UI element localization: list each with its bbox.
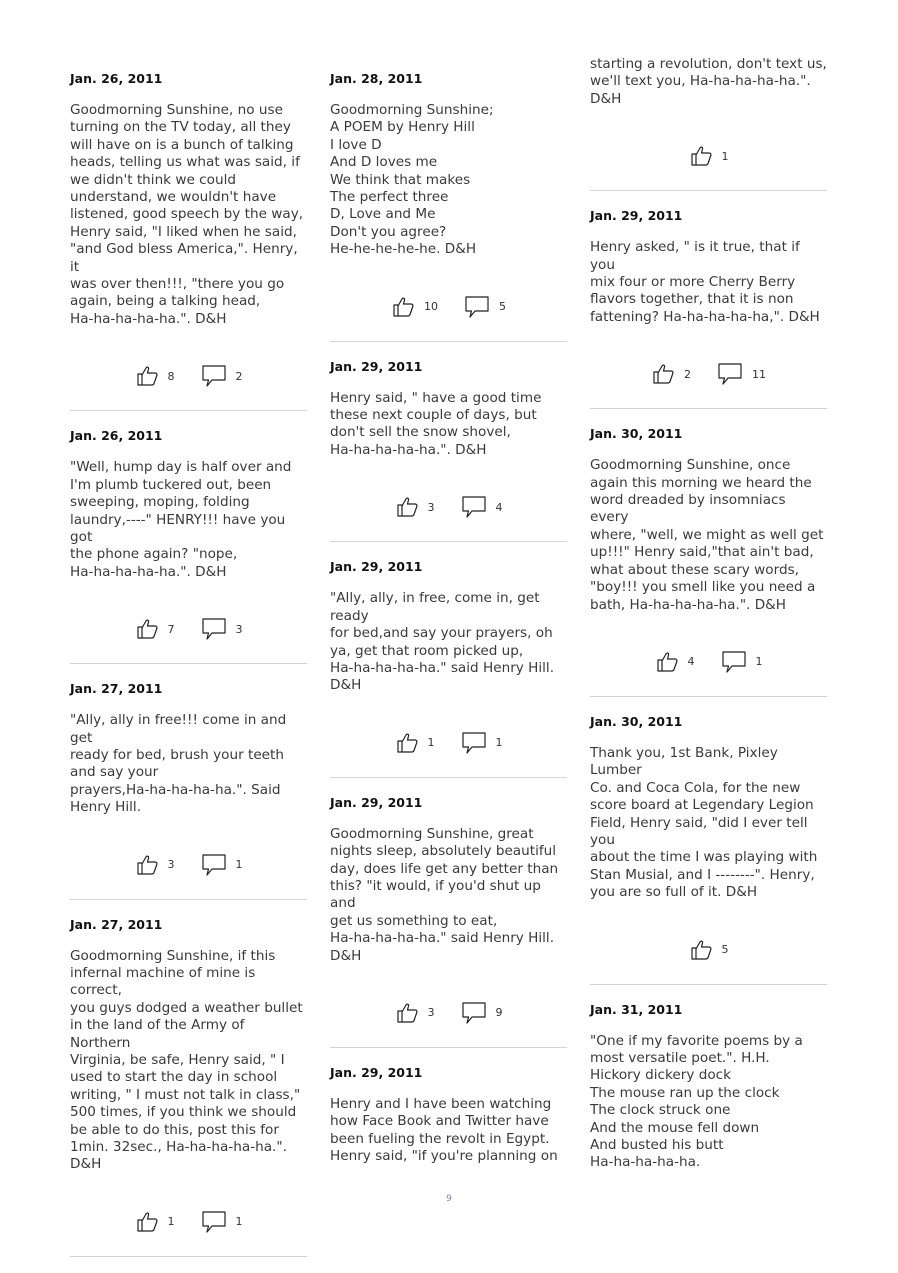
like-button[interactable] <box>395 496 435 518</box>
post <box>590 207 827 409</box>
comment-button[interactable] <box>461 495 503 519</box>
post-text: Goodmorning Sunshine, once again this morning we heard the word dreaded by insomniacs every where, "well, we might as well get up!!!" Henry said,"that ain't bad, what about these scary words, "boy!!! you smell like you need a bath, Ha-ha-ha-ha-ha.". D&H <box>590 457 824 613</box>
thumbs-up-icon <box>135 1211 159 1233</box>
comment-button[interactable] <box>717 362 766 386</box>
post <box>330 70 567 342</box>
post-text: Thank you, 1st Bank, Pixley Lumber Co. and Coca Cola, for the new score board at Legendary Legion Field, Henry said, "did I ever tell you about the time I was playing with Stan Musial, and I --------". Henry, you are so full of it. D&H <box>590 744 818 901</box>
comment-count: 1 <box>495 736 503 750</box>
post-date: Jan. 27, 2011 <box>70 916 163 932</box>
post-date: Jan. 29, 2011 <box>330 794 423 810</box>
comment-button[interactable] <box>201 617 243 641</box>
post-text: Goodmorning Sunshine; A POEM by Henry Hill I love D And D loves me We think that makes The perfect three D, Love and Me Don't you agree? He-he-he-he-he. D&H <box>330 102 494 258</box>
post-text: "One if my favorite poems by a most versatile poet.". H.H. Hickory dickery dock The mouse ran up the clock The clock struck one And the mouse fell down And busted his butt Ha-ha-ha-ha-ha. <box>590 1032 803 1171</box>
comment-count: 11 <box>752 367 766 381</box>
post-actions <box>70 615 307 643</box>
post-date: Jan. 26, 2011 <box>70 428 163 444</box>
like-button[interactable] <box>689 145 729 167</box>
post <box>330 794 567 1048</box>
post-text: "Ally, ally in free!!! come in and get ready for bed, brush your teeth and say your prayers,Ha-ha-ha-ha-ha.". Said Henry Hill. <box>70 712 287 816</box>
post-text: "Well, hump day is half over and I'm plumb tuckered out, been sweeping, moping, folding laundry,----" HENRY!!! have you got the phone again? "nope, Ha-ha-ha-ha-ha.". D&H <box>70 459 292 580</box>
column-3 <box>590 56 827 1188</box>
like-button[interactable] <box>135 365 175 387</box>
comment-bubble-icon <box>201 1210 227 1234</box>
thumbs-up-icon <box>391 296 415 318</box>
like-button[interactable] <box>135 1211 175 1233</box>
comment-bubble-icon <box>201 853 227 877</box>
post-actions <box>330 729 567 757</box>
thumbs-up-icon <box>689 145 713 167</box>
post-date: Jan. 31, 2011 <box>590 1001 683 1017</box>
post <box>70 427 307 664</box>
like-count: 5 <box>721 943 729 957</box>
comment-count: 9 <box>495 1006 503 1020</box>
post <box>590 1001 827 1172</box>
post-actions <box>590 142 827 170</box>
post <box>70 70 307 411</box>
post-text: "Ally, ally, in free, come in, get ready for bed,and say your prayers, oh ya, get that room picked up, Ha-ha-ha-ha-ha." said Henry Hill. D&H <box>330 590 555 694</box>
like-count: 2 <box>684 367 691 381</box>
comment-count: 2 <box>235 369 243 383</box>
post-date: Jan. 29, 2011 <box>330 358 423 374</box>
comment-bubble-icon <box>201 617 227 641</box>
like-count: 10 <box>424 300 438 314</box>
post-text: starting a revolution, don't text us, we'll text you, Ha-ha-ha-ha-ha.". D&H <box>590 56 827 107</box>
post-date: Jan. 26, 2011 <box>70 71 163 86</box>
post <box>590 713 827 985</box>
post-text: Henry said, " have a good time these next couple of days, but don't sell the snow shovel, Ha-ha-ha-ha-ha.". D&H <box>330 389 542 458</box>
like-count: 8 <box>167 369 175 383</box>
comment-count: 1 <box>755 655 763 669</box>
thumbs-up-icon <box>655 651 679 673</box>
like-button[interactable] <box>135 854 175 876</box>
post-date: Jan. 29, 2011 <box>590 208 683 224</box>
post <box>590 425 827 697</box>
post-date: Jan. 30, 2011 <box>590 426 683 442</box>
post-text: Henry asked, " is it true, that if you mix four or more Cherry Berry flavors together, that it is non fattening? Ha-ha-ha-ha-ha,". D&H <box>590 239 820 325</box>
comment-bubble-icon <box>721 650 747 674</box>
comment-count: 1 <box>235 1215 243 1229</box>
comment-button[interactable] <box>461 1001 503 1025</box>
comment-button[interactable] <box>201 1210 243 1234</box>
comment-bubble-icon <box>461 731 487 755</box>
post-actions <box>590 648 827 676</box>
post-actions <box>590 360 827 388</box>
like-button[interactable] <box>655 651 695 673</box>
like-count: 3 <box>427 1006 435 1020</box>
comment-button[interactable] <box>464 295 506 319</box>
post-date: Jan. 27, 2011 <box>70 681 163 697</box>
like-count: 1 <box>721 149 729 163</box>
post-date: Jan. 28, 2011 <box>330 71 423 86</box>
thumbs-up-icon <box>135 854 159 876</box>
thumbs-up-icon <box>395 732 419 754</box>
like-count: 3 <box>167 858 175 872</box>
comment-button[interactable] <box>201 364 243 388</box>
thumbs-up-icon <box>395 496 419 518</box>
post-date: Jan. 29, 2011 <box>330 559 423 575</box>
post <box>330 1064 567 1166</box>
column-2 <box>330 70 567 1182</box>
post-actions <box>590 936 827 964</box>
thumbs-up-icon <box>395 1002 419 1024</box>
post-actions <box>330 293 567 321</box>
like-button[interactable] <box>395 1002 435 1024</box>
post <box>590 56 827 191</box>
comment-bubble-icon <box>461 495 487 519</box>
comment-button[interactable] <box>461 731 503 755</box>
post-actions <box>70 362 307 390</box>
comment-count: 3 <box>235 622 243 636</box>
column-1 <box>70 70 307 1273</box>
like-count: 7 <box>167 622 175 636</box>
comment-button[interactable] <box>201 853 243 877</box>
post-text: Goodmorning Sunshine, great nights sleep, absolutely beautiful day, does life get any better than this? "it would, if you'd shut up and get us something to eat, Ha-ha-ha-ha-ha." said Henry Hill. D&H <box>330 825 559 964</box>
thumbs-up-icon <box>135 618 159 640</box>
like-count: 4 <box>687 655 695 669</box>
comment-bubble-icon <box>717 362 743 386</box>
post <box>330 558 567 777</box>
page-number: 9 <box>446 1194 452 1204</box>
comment-bubble-icon <box>464 295 490 319</box>
comment-count: 1 <box>235 858 243 872</box>
post-text: Henry and I have been watching how Face Book and Twitter have been fueling the revolt in Egypt. Henry said, "if you're planning on <box>330 1095 558 1165</box>
comment-bubble-icon <box>201 364 227 388</box>
like-count: 3 <box>427 500 435 514</box>
post-actions <box>70 1208 307 1236</box>
post-date: Jan. 29, 2011 <box>330 1064 423 1080</box>
post-actions <box>70 851 307 879</box>
like-button[interactable] <box>689 939 729 961</box>
like-button[interactable] <box>135 618 175 640</box>
thumbs-up-icon <box>135 365 159 387</box>
like-button[interactable] <box>391 296 438 318</box>
post <box>70 680 307 899</box>
like-count: 1 <box>427 736 435 750</box>
comment-count: 4 <box>495 500 503 514</box>
like-count: 1 <box>167 1215 175 1229</box>
post-actions <box>330 493 567 521</box>
comment-bubble-icon <box>461 1001 487 1025</box>
post-date: Jan. 30, 2011 <box>590 713 683 729</box>
comment-count: 5 <box>499 300 506 314</box>
comment-button[interactable] <box>721 650 763 674</box>
post <box>70 916 307 1257</box>
like-button[interactable] <box>395 732 435 754</box>
like-button[interactable] <box>651 363 691 385</box>
post-text: Goodmorning Sunshine, if this infernal machine of mine is correct, you guys dodged a weather bullet in the land of the Army of Northern Virginia, be safe, Henry said, " I used to start the day in school writing, " I must not talk in class," 500 times, if you think we should be able to do this, post this for 1min. 32sec., Ha-ha-ha-ha-ha.". D&H <box>70 947 303 1173</box>
post-text: Goodmorning Sunshine, no use turning on the TV today, all they will have on is a bunch of talking heads, telling us what was said, if we didn't think we could understand, we wouldn't have listened, good speech by the way, Henry said, "I liked when he said, "and God bless America,". Henry, it was over then!!!, "there you go again, being a talking head, Ha-ha-ha-ha-ha.". D&H <box>70 102 304 327</box>
thumbs-up-icon <box>651 363 675 385</box>
post <box>330 358 567 543</box>
post-actions <box>330 999 567 1027</box>
thumbs-up-icon <box>689 939 713 961</box>
